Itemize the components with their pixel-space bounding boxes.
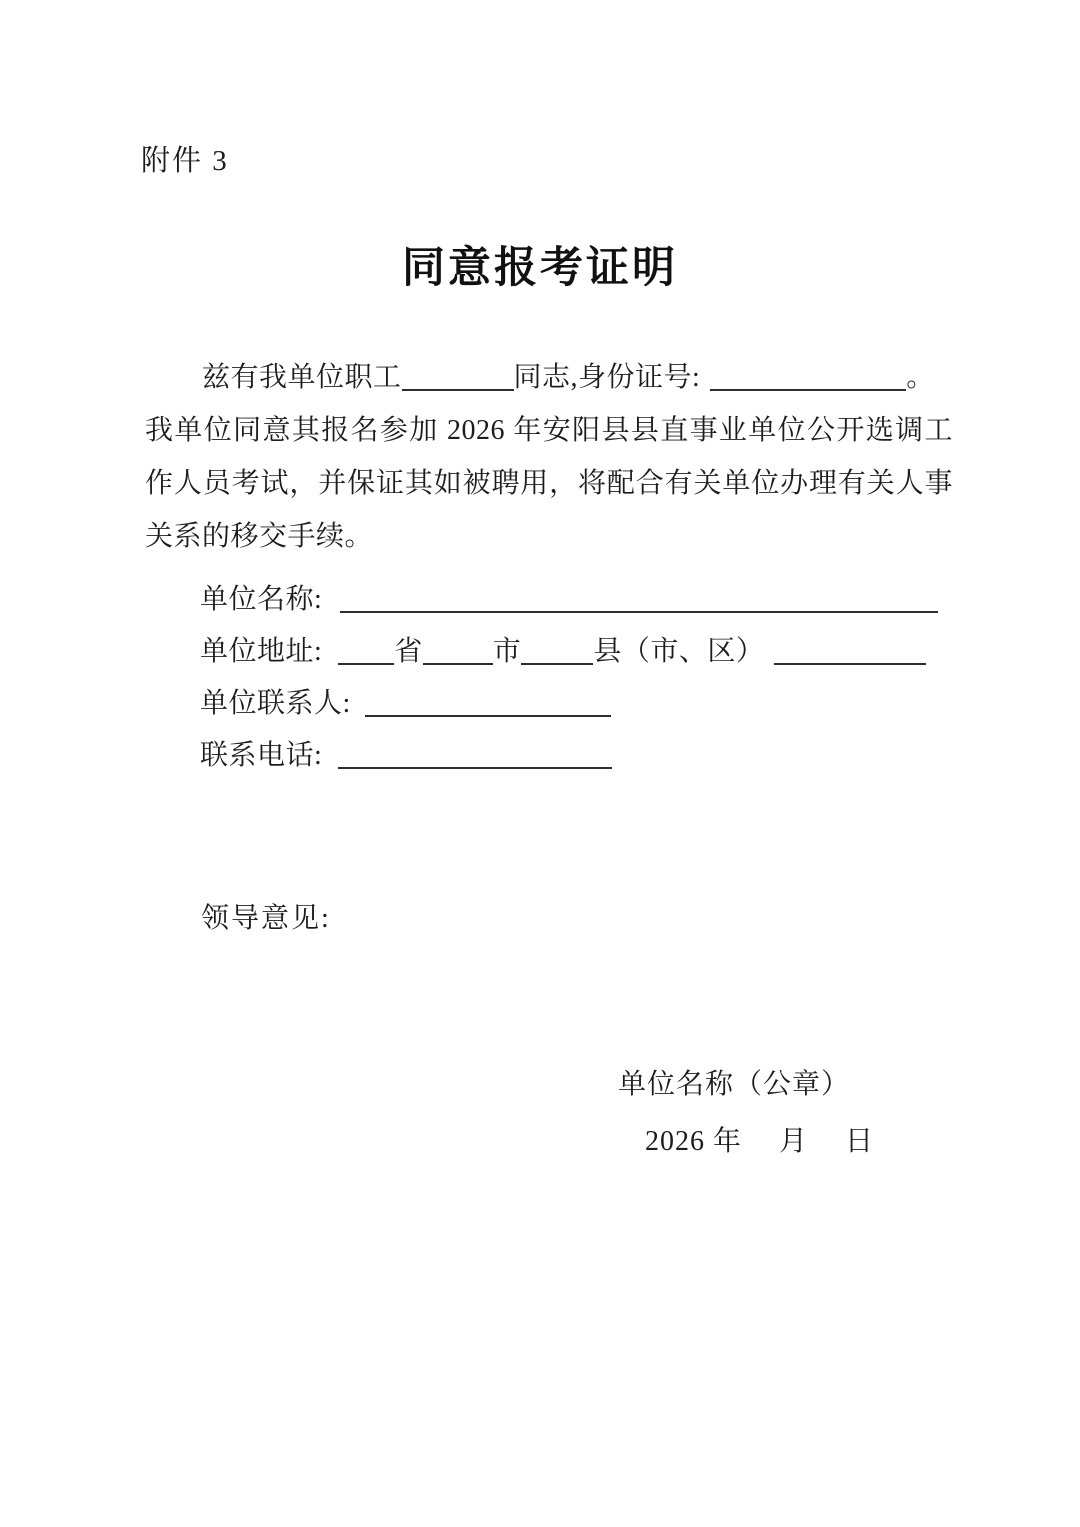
phone-label: 联系电话: xyxy=(200,740,323,771)
form-fields xyxy=(200,574,938,782)
leader-opinion-label: 领导意见: xyxy=(201,903,331,934)
unit-address-label: 单位地址: xyxy=(200,636,323,667)
paragraph-line-3: 作人员考试，并保证其如被聘用，将配合有关单位办理有关人事 xyxy=(145,468,953,499)
phone-field xyxy=(200,730,938,782)
paragraph-line-4: 关系的移交手续。 xyxy=(145,521,374,552)
body-paragraph xyxy=(145,351,953,563)
unit-contact-field xyxy=(200,678,938,730)
unit-name-label: 单位名称: xyxy=(200,584,323,615)
employee-name-blank xyxy=(402,389,514,391)
unit-address-field xyxy=(200,626,938,678)
text-run-id-label: 同志,身份证号: xyxy=(513,362,701,393)
county-suffix-label: 县（市、区） xyxy=(593,636,765,667)
paragraph-line-1 xyxy=(145,351,953,404)
unit-name-field xyxy=(200,574,938,626)
unit-contact-label: 单位联系人: xyxy=(200,688,351,719)
province-suffix-label: 省 xyxy=(394,636,423,667)
text-run-period: 。 xyxy=(906,362,935,393)
date-line: 2026 年 月 日 xyxy=(645,1126,875,1157)
page-title: 同意报考证明 xyxy=(402,245,678,292)
attachment-label: 附件 3 xyxy=(141,145,229,177)
unit-seal-line: 单位名称（公章） xyxy=(618,1069,851,1100)
unit-name-blank xyxy=(340,611,938,613)
address-detail-blank xyxy=(774,663,926,665)
unit-contact-blank xyxy=(365,715,611,717)
id-number-blank xyxy=(710,389,906,391)
county-blank xyxy=(521,663,593,665)
city-suffix-label: 市 xyxy=(492,636,522,667)
city-blank xyxy=(423,663,493,665)
phone-blank xyxy=(338,767,612,769)
paragraph-line-2: 我单位同意其报名参加 2026 年安阳县县直事业单位公开选调工 xyxy=(145,415,953,446)
province-blank xyxy=(338,663,394,665)
text-run-intro: 兹有我单位职工 xyxy=(202,362,402,393)
